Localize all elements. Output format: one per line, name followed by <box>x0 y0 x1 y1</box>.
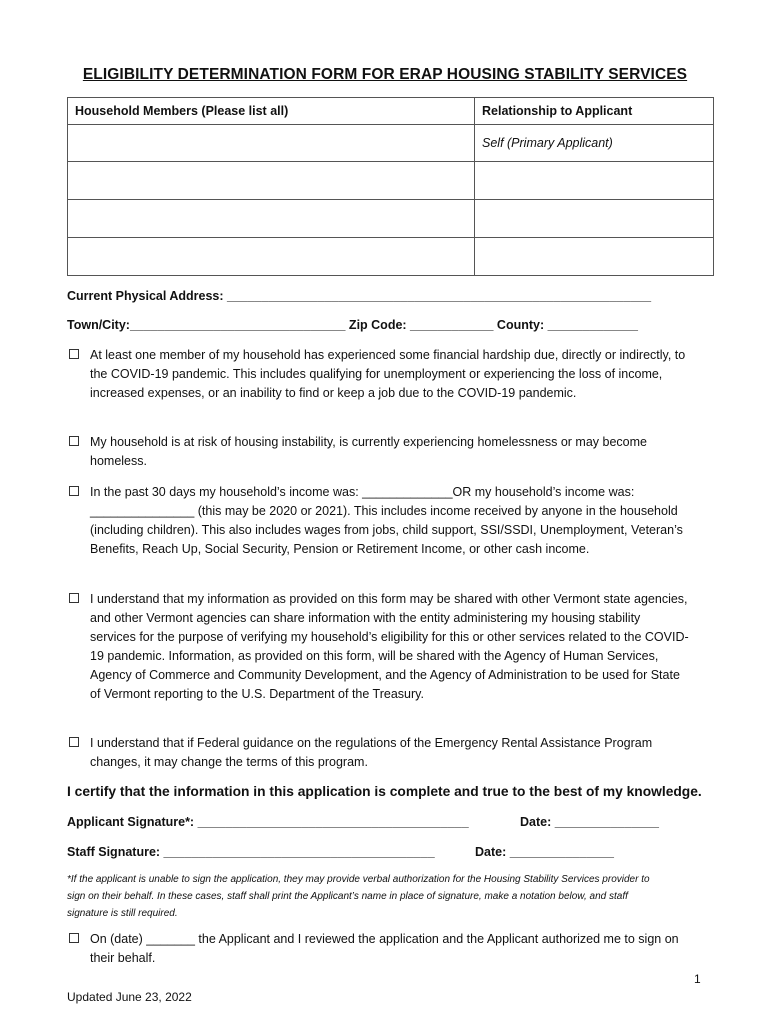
staff-signature-field[interactable]: Staff Signature: _______________________________________ <box>67 845 435 859</box>
checkbox-item <box>69 346 689 403</box>
table-row <box>68 125 714 162</box>
checkbox[interactable] <box>69 933 79 943</box>
certification-statement: I certify that the information in this application is complete and true to the best of my knowledge. <box>67 784 702 799</box>
checkbox-item <box>69 590 689 704</box>
checkbox-label-housing-risk: My household is at risk of housing instability, is currently experiencing homelessness or may become homeless. <box>90 435 647 468</box>
page-number: 1 <box>694 972 701 986</box>
checkbox-label-info-sharing: I understand that my information as provided on this form may be shared with other Vermont state agencies, and other Vermont agencies can share information with the entity administering my housing stability services for the purpose of verifying my household’s eligibility for this or other services related to the COVID-19 pandemic. Information, as provided on this form, will be shared with the Agency of Human Services, Agency of Commerce and Community Development, and the Agency of Administration to be used for State of Vermont reporting to the U.S. Department of the Treasury. <box>90 592 689 701</box>
checkbox-item <box>69 734 689 772</box>
relationship-cell[interactable] <box>475 238 714 276</box>
table-header-row <box>68 98 714 125</box>
form-title: ELIGIBILITY DETERMINATION FORM FOR ERAP HOUSING STABILITY SERVICES <box>82 66 688 83</box>
staff-date-field[interactable]: Date: _______________ <box>475 845 615 859</box>
town-zip-county-field[interactable]: Town/City:_______________________________ Zip Code: ____________ County: _____________ <box>67 318 638 332</box>
checkbox-label-income: In the past 30 days my household’s income was: _____________OR my household’s income was: _______________ (this may be 2020 or 2021). This includes income received by anyone in the household (including children). This also includes wages from jobs, child support, SSI/SSDI, Unemployment, Veteran’s Benefits, Reach Up, Social Security, Pension or Retirement Income, or other cash income. <box>90 485 683 556</box>
household-table <box>67 97 714 276</box>
header-relationship: Relationship to Applicant <box>475 98 714 125</box>
address-field[interactable]: Current Physical Address: _____________________________________________________________ <box>67 289 652 303</box>
checkbox-label-hardship: At least one member of my household has experienced some financial hardship due, directly or indirectly, to the COVID-19 pandemic. This includes qualifying for unemployment or experiencing the loss of income, increased expenses, or an inability to find or keep a job due to the COVID-19 pandemic. <box>90 348 686 400</box>
checkbox[interactable] <box>69 349 79 359</box>
signature-note: *If the applicant is unable to sign the application, they may provide verbal authorization for the Housing Stability Services provider to sign on their behalf. In these cases, staff shall print the Applicant’s name in place of signature, make a notation below, and staff signature is still required. <box>67 874 650 919</box>
checkbox-item <box>69 483 689 559</box>
relationship-cell[interactable] <box>475 200 714 238</box>
checkbox[interactable] <box>69 486 79 496</box>
relationship-cell[interactable] <box>475 162 714 200</box>
applicant-date-field[interactable]: Date: _______________ <box>520 815 660 829</box>
member-name-cell[interactable] <box>68 238 475 276</box>
member-name-cell[interactable] <box>68 200 475 238</box>
member-name-cell[interactable] <box>68 125 475 162</box>
applicant-signature-field[interactable]: Applicant Signature*: _______________________________________ <box>67 815 469 829</box>
table-row <box>68 162 714 200</box>
header-household-members: Household Members (Please list all) <box>68 98 475 125</box>
checkbox-item <box>69 930 689 968</box>
relationship-cell[interactable]: Self (Primary Applicant) <box>475 125 714 162</box>
checkbox[interactable] <box>69 593 79 603</box>
checkbox-label-verbal-authorization: On (date) _______ the Applicant and I reviewed the application and the Applicant authorized me to sign on their behalf. <box>90 932 679 965</box>
updated-date: Updated June 23, 2022 <box>67 990 192 1004</box>
checkbox[interactable] <box>69 737 79 747</box>
checkbox-item <box>69 433 689 471</box>
checkbox[interactable] <box>69 436 79 446</box>
table-row <box>68 200 714 238</box>
member-name-cell[interactable] <box>68 162 475 200</box>
checkbox-label-federal-guidance: I understand that if Federal guidance on the regulations of the Emergency Rental Assistance Program changes, it may change the terms of this program. <box>90 736 653 769</box>
table-row <box>68 238 714 276</box>
